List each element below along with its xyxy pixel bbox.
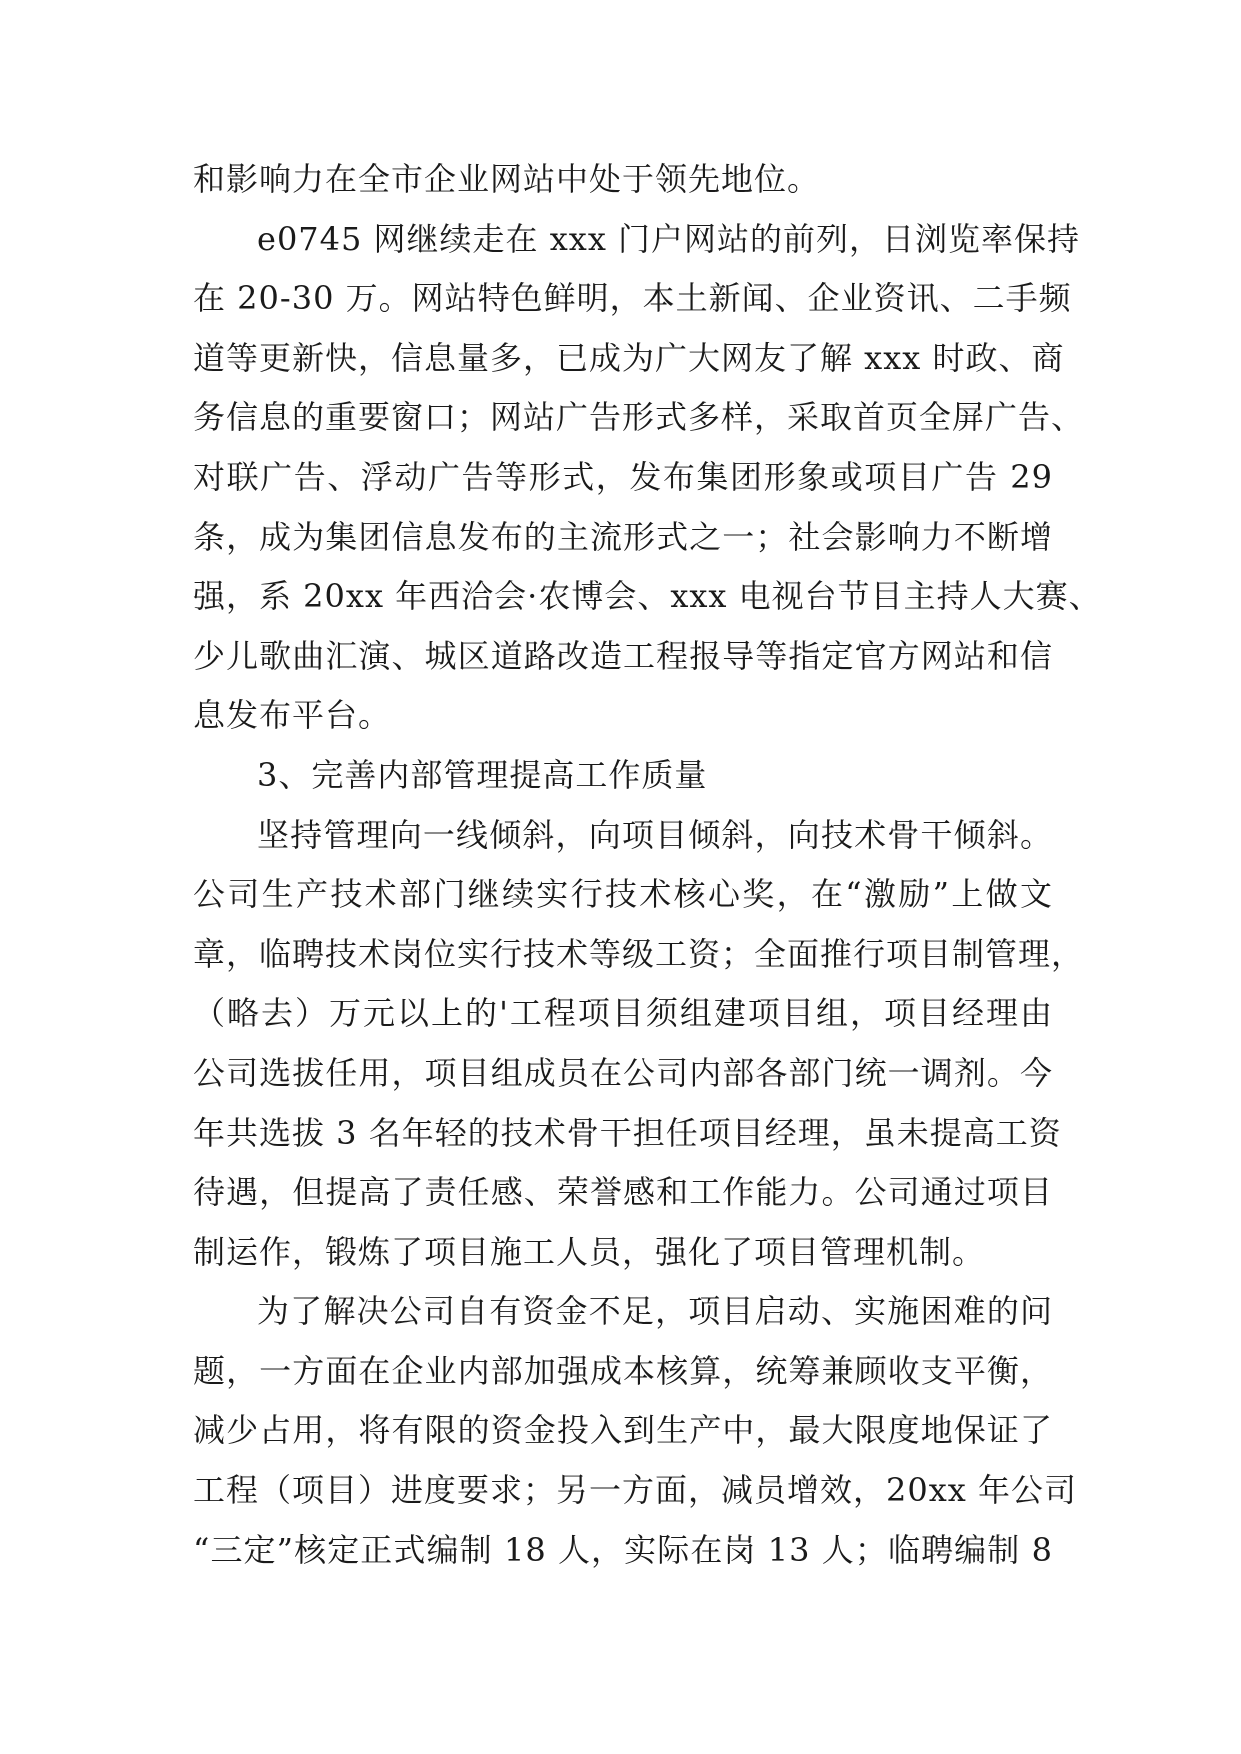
text-line: 和影响力在全市企业网站中处于领先地位。 xyxy=(193,160,821,198)
text-line: 在 20-30 万。网站特色鲜明，本土新闻、企业资讯、二手频 xyxy=(193,279,1072,318)
text-line: 公司生产技术部门继续实行技术核心奖，在“激励”上做文 xyxy=(193,875,1053,914)
text-line: 条，成为集团信息发布的主流形式之一；社会影响力不断增 xyxy=(193,517,1053,556)
text-line: 公司选拔任用，项目组成员在公司内部各部门统一调剂。今 xyxy=(193,1053,1053,1092)
text-line: 年共选拔 3 名年轻的技术骨干担任项目经理，虽未提高工资 xyxy=(193,1113,1062,1152)
text-line: 少儿歌曲汇演、城区道路改造工程报导等指定官方网站和信 xyxy=(193,636,1053,675)
text-line: 道等更新快，信息量多，已成为广大网友了解 xxx 时政、商 xyxy=(193,338,1065,377)
text-line: 制运作，锻炼了项目施工人员，强化了项目管理机制。 xyxy=(193,1232,986,1271)
text-line: e0745 网继续走在 xxx 门户网站的前列，日浏览率保持 xyxy=(257,219,1081,258)
text-line: 待遇，但提高了责任感、荣誉感和工作能力。公司通过项目 xyxy=(193,1173,1053,1212)
text-line: 题，一方面在企业内部加强成本核算，统筹兼顾收支平衡， xyxy=(193,1351,1053,1390)
text-line: （略去）万元以上的'工程项目须组建项目组，项目经理由 xyxy=(193,994,1053,1033)
text-line: 对联广告、浮动广告等形式，发布集团形象或项目广告 29 xyxy=(193,457,1053,496)
document-body xyxy=(193,150,1102,1580)
text-line: 息发布平台。 xyxy=(193,696,392,735)
text-line: 减少占用，将有限的资金投入到生产中，最大限度地保证了 xyxy=(193,1411,1053,1450)
text-line: 为了解决公司自有资金不足，项目启动、实施困难的问 xyxy=(257,1292,1053,1331)
text-line: 章，临聘技术岗位实行技术等级工资；全面推行项目制管理， xyxy=(193,934,1085,973)
text-line: 坚持管理向一线倾斜，向项目倾斜，向技术骨干倾斜。 xyxy=(257,815,1053,854)
text-line: 强，系 20xx 年西洽会·农博会、xxx 电视台节目主持人大赛、 xyxy=(193,577,1102,616)
text-line: 工程（项目）进度要求；另一方面，减员增效，20xx 年公司 xyxy=(193,1471,1077,1510)
text-line: 3、完善内部管理提高工作质量 xyxy=(257,755,708,794)
text-line: 务信息的重要窗口；网站广告形式多样，采取首页全屏广告、 xyxy=(193,398,1085,437)
text-line: “三定”核定正式编制 18 人，实际在岗 13 人；临聘编制 8 xyxy=(193,1530,1053,1569)
